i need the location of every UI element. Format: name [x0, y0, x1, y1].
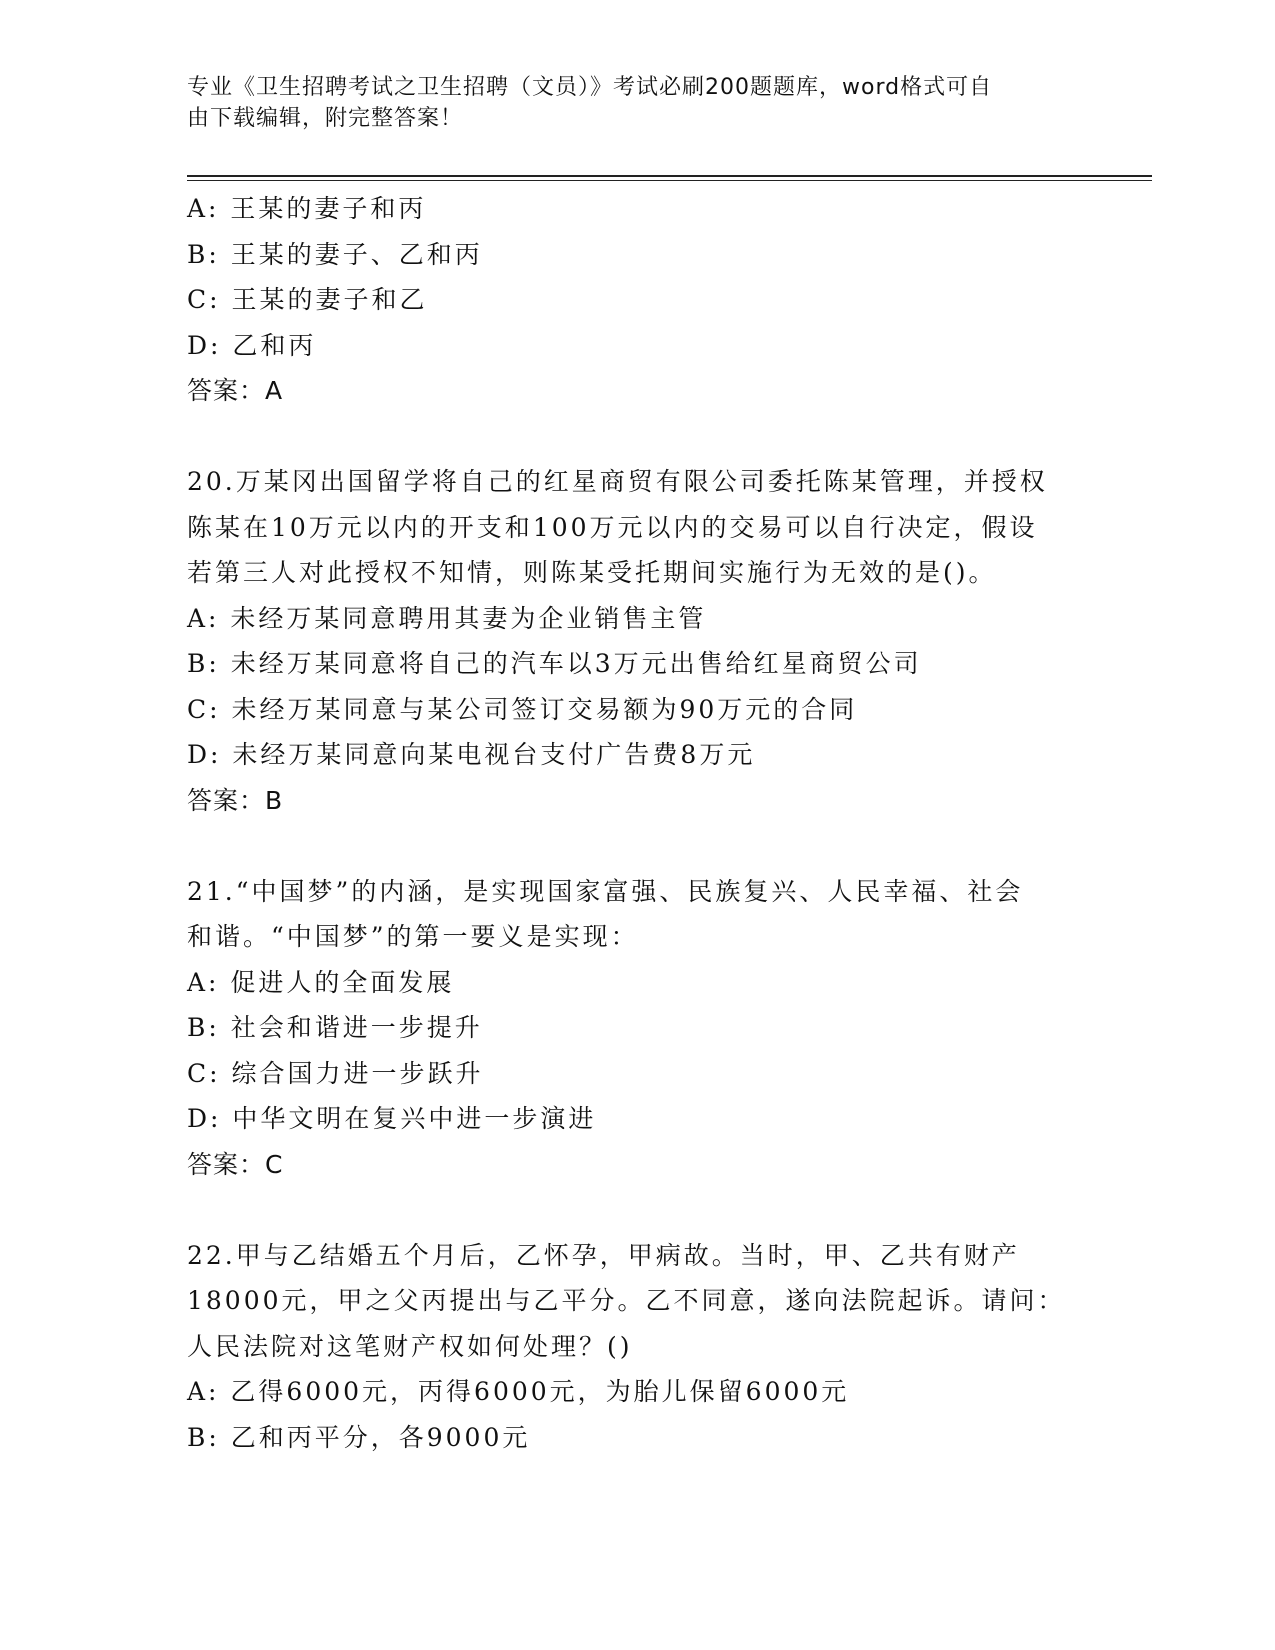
header-line-1: 专业《卫生招聘考试之卫生招聘（文员）》考试必刷200题题库，word格式可自 [187, 75, 993, 100]
option-b: B: 未经万某同意将自己的汽车以3万元出售给红星商贸公司 [187, 649, 922, 678]
question-stem-line: 18000元，甲之父丙提出与乙平分。乙不同意，遂向法院起诉。请问： [187, 1286, 1066, 1315]
spacer [187, 1187, 1067, 1233]
question-list [187, 186, 1067, 1460]
header-divider-thin [187, 180, 1152, 181]
question-stem-line: 22.甲与乙结婚五个月后，乙怀孕，甲病故。当时，甲、乙共有财产 [187, 1240, 1020, 1270]
question-22 [187, 1233, 1067, 1461]
question-stem-line: 21.“中国梦”的内涵，是实现国家富强、民族复兴、人民幸福、社会 [187, 876, 1024, 906]
option-a: A: 促进人的全面发展 [187, 967, 455, 997]
option-b: B: 乙和丙平分，各9000元 [187, 1422, 531, 1452]
question-19 [187, 186, 1067, 414]
option-d: D: 中华文明在复兴中进一步演进 [187, 1104, 597, 1133]
spacer [187, 414, 1067, 460]
header-divider-thick [187, 175, 1152, 177]
question-stem-line: 人民法院对这笔财产权如何处理？() [187, 1331, 633, 1361]
option-c: C: 未经万某同意与某公司签订交易额为90万元的合同 [187, 694, 858, 724]
spacer [187, 823, 1067, 869]
answer-line: 答案：C [187, 1149, 284, 1179]
header-line-2: 由下载编辑，附完整答案！ [187, 106, 464, 131]
answer-line: 答案：B [187, 785, 284, 815]
question-stem-line: 20.万某冈出国留学将自己的红星商贸有限公司委托陈某管理，并授权 [187, 467, 1048, 496]
option-b: B: 社会和谐进一步提升 [187, 1013, 483, 1042]
option-c: C: 综合国力进一步跃升 [187, 1058, 484, 1088]
option-d: D: 未经万某同意向某电视台支付广告费8万元 [187, 740, 756, 769]
answer-line: 答案：A [187, 376, 284, 405]
option-a: A: 乙得6000元，丙得6000元，为胎儿保留6000元 [187, 1377, 850, 1406]
question-stem-line: 若第三人对此授权不知情，则陈某受托期间实施行为无效的是()。 [187, 558, 997, 587]
question-21 [187, 869, 1067, 1188]
option-d: D: 乙和丙 [187, 330, 317, 360]
option-b: B: 王某的妻子、乙和丙 [187, 239, 483, 269]
document-header [187, 72, 1067, 134]
question-20 [187, 459, 1067, 823]
question-stem-line: 和谐。“中国梦”的第一要义是实现： [187, 922, 639, 951]
option-a: A: 未经万某同意聘用其妻为企业销售主管 [187, 603, 707, 633]
question-stem-line: 陈某在10万元以内的开支和100万元以内的交易可以自行决定，假设 [187, 512, 1038, 542]
option-a: A: 王某的妻子和丙 [187, 194, 427, 223]
option-c: C: 王某的妻子和乙 [187, 285, 428, 314]
